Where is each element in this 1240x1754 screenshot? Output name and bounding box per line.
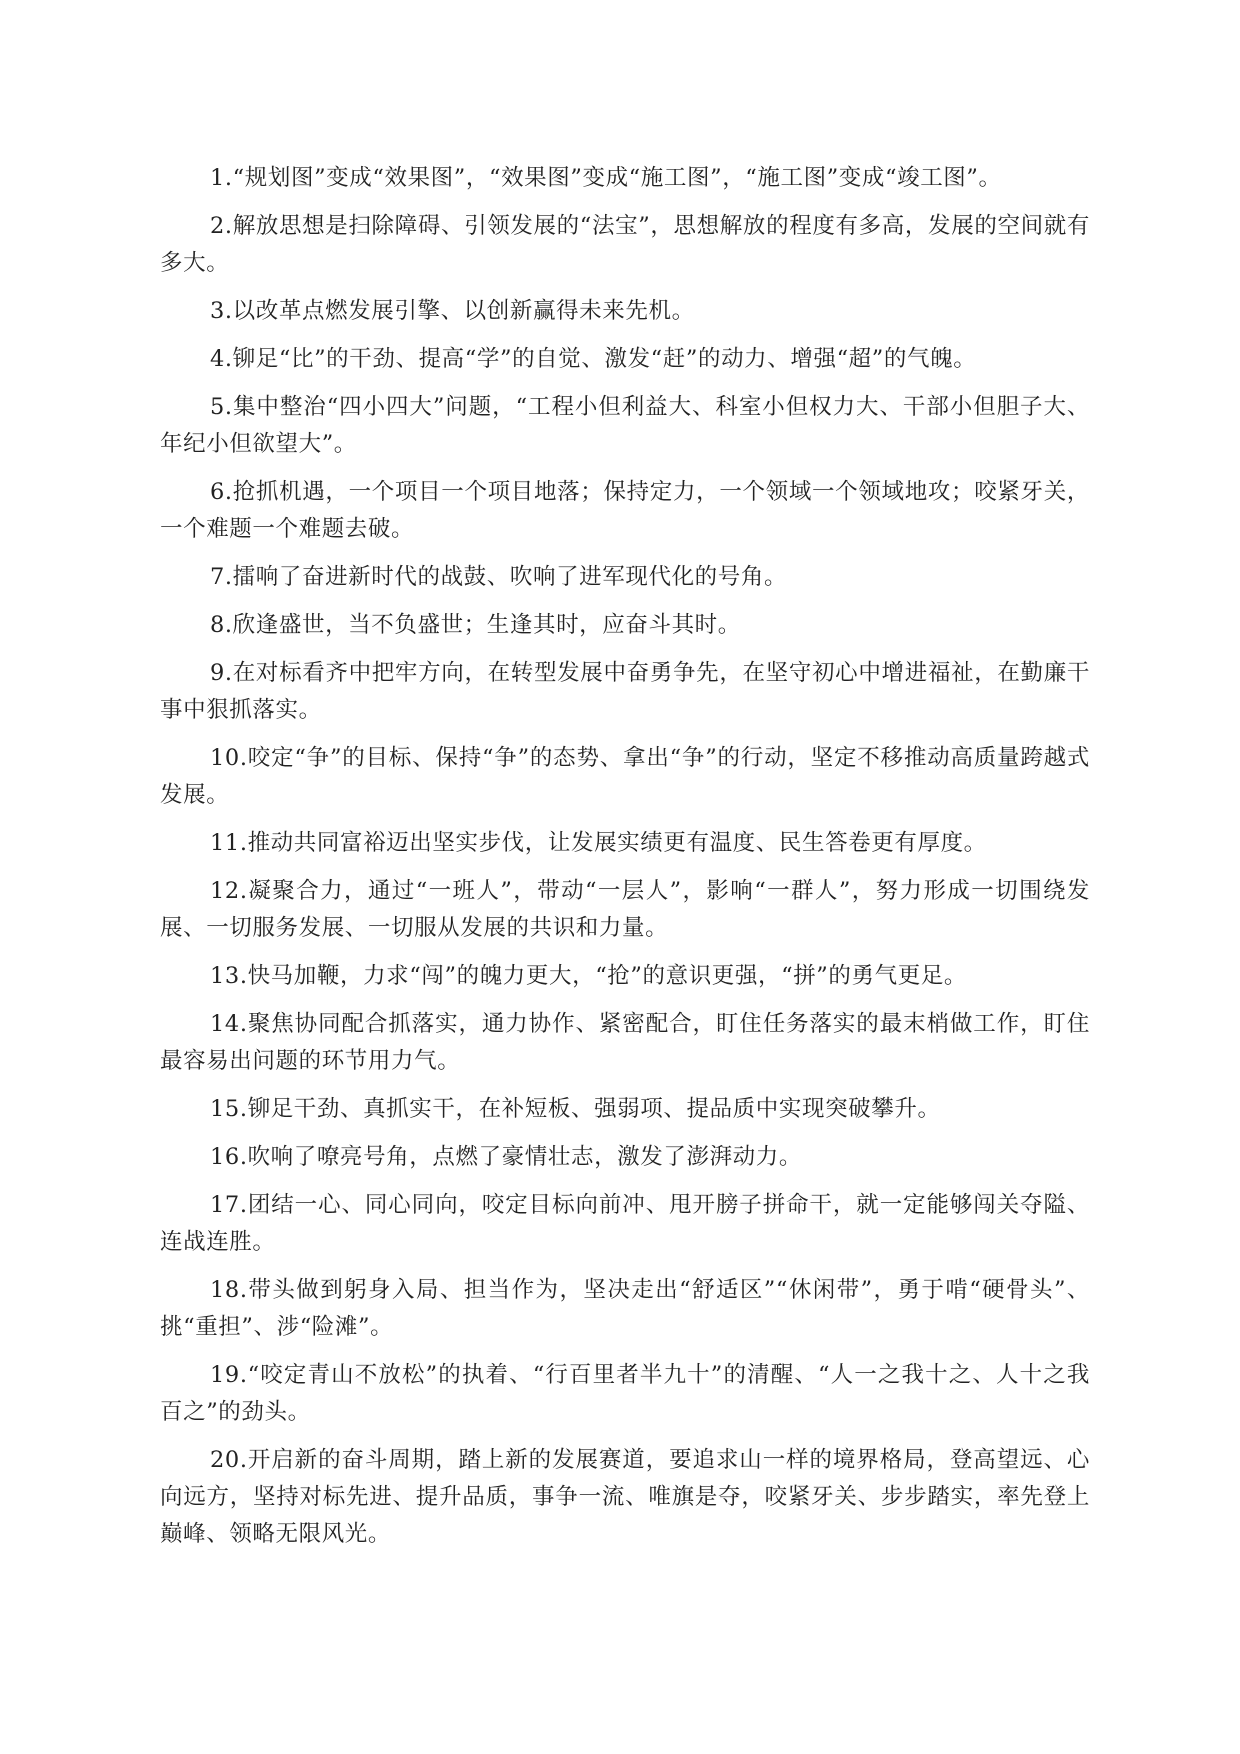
paragraph-4: 4.铆足“比”的干劲、提高“学”的自觉、激发“赶”的动力、增强“超”的气魄。 (210, 346, 977, 372)
paragraph-13: 13.快马加鞭，力求“闯”的魄力更大，“抢”的意识更强，“拼”的勇气更足。 (210, 963, 967, 989)
paragraph-18: 18.带头做到躬身入局、担当作为，坚决走出“舒适区”“休闲带”，勇于啃“硬骨头”、挑“重担”、涉“险滩”。 (160, 1277, 1090, 1340)
paragraph-20: 20.开启新的奋斗周期，踏上新的发展赛道，要追求山一样的境界格局，登高望远、心向远方，坚持对标先进、提升品质，事争一流、唯旗是夺，咬紧牙关、步步踏实，率先登上巅峰、领略无限风光。 (160, 1447, 1090, 1547)
paragraph-9: 9.在对标看齐中把牢方向，在转型发展中奋勇争先，在坚守初心中增进福祉，在勤廉干事中狠抓落实。 (160, 660, 1090, 723)
paragraph-8: 8.欣逢盛世，当不负盛世；生逢其时，应奋斗其时。 (210, 612, 741, 638)
paragraph-6: 6.抢抓机遇，一个项目一个项目地落；保持定力，一个领域一个领域地攻；咬紧牙关，一个难题一个难题去破。 (160, 479, 1090, 542)
paragraph-2: 2.解放思想是扫除障碍、引领发展的“法宝”，思想解放的程度有多高，发展的空间就有多大。 (160, 213, 1090, 276)
paragraph-12: 12.凝聚合力，通过“一班人”，带动“一层人”，影响“一群人”，努力形成一切围绕发展、一切服务发展、一切服从发展的共识和力量。 (160, 878, 1090, 941)
paragraph-11: 11.推动共同富裕迈出坚实步伐，让发展实绩更有温度、民生答卷更有厚度。 (210, 830, 987, 856)
paragraph-15: 15.铆足干劲、真抓实干，在补短板、强弱项、提品质中实现突破攀升。 (210, 1096, 941, 1122)
document-body (160, 160, 1090, 1564)
paragraph-16: 16.吹响了嘹亮号角，点燃了豪情壮志，激发了澎湃动力。 (210, 1144, 802, 1170)
paragraph-10: 10.咬定“争”的目标、保持“争”的态势、拿出“争”的行动，坚定不移推动高质量跨越式发展。 (160, 745, 1090, 808)
paragraph-7: 7.擂响了奋进新时代的战鼓、吹响了进军现代化的号角。 (210, 564, 788, 590)
paragraph-19: 19.“咬定青山不放松”的执着、“行百里者半九十”的清醒、“人一之我十之、人十之我百之”的劲头。 (160, 1362, 1090, 1425)
paragraph-5: 5.集中整治“四小四大”问题，“工程小但利益大、科室小但权力大、干部小但胆子大、年纪小但欲望大”。 (160, 394, 1090, 457)
paragraph-17: 17.团结一心、同心同向，咬定目标向前冲、甩开膀子拼命干，就一定能够闯关夺隘、连战连胜。 (160, 1192, 1090, 1255)
paragraph-1: 1.“规划图”变成“效果图”，“效果图”变成“施工图”，“施工图”变成“竣工图”。 (210, 165, 1002, 191)
paragraph-14: 14.聚焦协同配合抓落实，通力协作、紧密配合，盯住任务落实的最末梢做工作，盯住最容易出问题的环节用力气。 (160, 1011, 1090, 1074)
paragraph-3: 3.以改革点燃发展引擎、以创新赢得未来先机。 (210, 298, 695, 324)
